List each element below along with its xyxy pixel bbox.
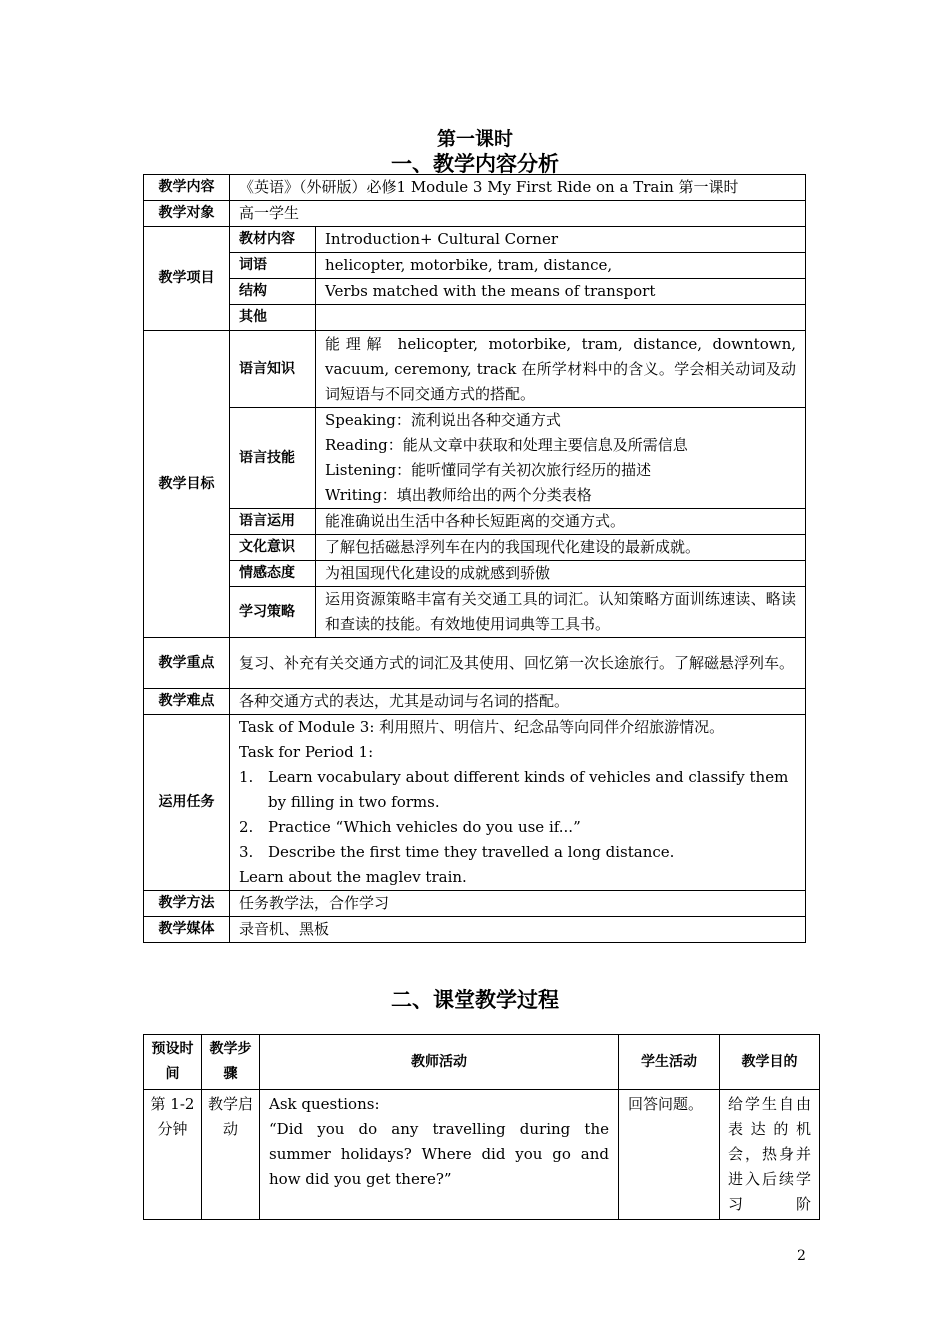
attitude-label: 情感态度 (230, 561, 316, 587)
item-label: 结构 (230, 279, 316, 305)
list-text: Practice “Which vehicles do you use if...” (268, 818, 581, 836)
goals-label: 教学目标 (144, 331, 230, 638)
use-label: 语言运用 (230, 509, 316, 535)
audience-label: 教学对象 (144, 201, 230, 227)
strategy-value: 运用资源策略丰富有关交通工具的词汇。认知策略方面训练速读、略读和查读的技能。有效地使用词典等工具书。 (316, 587, 806, 638)
purpose-cell (720, 1090, 820, 1220)
item-value (316, 305, 806, 331)
items-label: 教学项目 (144, 227, 230, 331)
attitude-value: 为祖国现代化建设的成就感到骄傲 (316, 561, 806, 587)
student-cell: 回答问题。 (619, 1090, 720, 1220)
skill-line: Writing：填出教师给出的两个分类表格 (325, 486, 592, 504)
table-row (144, 917, 806, 943)
tasks-label: 运用任务 (144, 715, 230, 891)
table-row (144, 891, 806, 917)
purpose-text: 给学生自由表达的机会，热身并进入后续学习阶 (728, 1095, 811, 1213)
skills-label: 语言技能 (230, 408, 316, 509)
teaching-process-table (143, 1034, 820, 1220)
table-row (144, 561, 806, 587)
content-value: 《英语》（外研版）必修1 Module 3 My First Ride on a Train 第一课时 (230, 175, 806, 201)
difficulty-label: 教学难点 (144, 689, 230, 715)
list-text: Describe the first time they travelled a long distance. (268, 843, 675, 861)
item-label: 词语 (230, 253, 316, 279)
time-cell: 第 1-2分钟 (144, 1090, 202, 1220)
header-time: 预设时间 (144, 1035, 202, 1090)
table-row (144, 689, 806, 715)
closing-task: Learn about the maglev train. (239, 868, 467, 886)
table-row (144, 509, 806, 535)
table-row (144, 408, 806, 509)
media-value: 录音机、黑板 (230, 917, 806, 943)
period-task: Task for Period 1: (239, 743, 374, 761)
header-step: 教学步骤 (202, 1035, 260, 1090)
knowledge-label: 语言知识 (230, 331, 316, 408)
step-cell: 教学启动 (202, 1090, 260, 1220)
list-item (239, 815, 796, 840)
page-number: 2 (797, 1248, 806, 1264)
list-number: 2. (239, 818, 254, 836)
teacher-cell (260, 1090, 619, 1220)
item-value: Verbs matched with the means of transport (316, 279, 806, 305)
item-value: Introduction+ Cultural Corner (316, 227, 806, 253)
table-row (144, 227, 806, 253)
section-1-title: 一、教学内容分析 (391, 152, 559, 176)
table-row (144, 305, 806, 331)
list-number: 1. (239, 768, 254, 786)
culture-value: 了解包括磁悬浮列车在内的我国现代化建设的最新成就。 (316, 535, 806, 561)
tasks-value (230, 715, 806, 891)
table-row (144, 535, 806, 561)
list-text: Learn vocabulary about different kinds of vehicles and classify them by filling in two forms. (268, 768, 789, 811)
item-label: 其他 (230, 305, 316, 331)
header-student: 学生活动 (619, 1035, 720, 1090)
table-row (144, 715, 806, 891)
table-row (144, 587, 806, 638)
skill-line: Speaking：流利说出各种交通方式 (325, 411, 561, 429)
teacher-line: Ask questions: (269, 1095, 380, 1113)
table-header-row (144, 1035, 820, 1090)
item-label: 教材内容 (230, 227, 316, 253)
lesson-title: 第一课时 (436, 128, 513, 150)
focus-label: 教学重点 (144, 638, 230, 689)
list-item (239, 765, 796, 815)
table-row (144, 279, 806, 305)
media-label: 教学媒体 (144, 917, 230, 943)
content-label: 教学内容 (144, 175, 230, 201)
list-item (239, 840, 796, 865)
table-row (144, 638, 806, 689)
header-teacher: 教师活动 (260, 1035, 619, 1090)
skill-line: Listening：能听懂同学有关初次旅行经历的描述 (325, 461, 652, 479)
strategy-label: 学习策略 (230, 587, 316, 638)
method-value: 任务教学法，合作学习 (230, 891, 806, 917)
list-number: 3. (239, 843, 254, 861)
knowledge-value: 能理解 helicopter, motorbike, tram, distance, downtown, vacuum, ceremony, track 在所学材料中的含义。学会相关动词及动词短语与不同交通方式的搭配。 (316, 331, 806, 408)
table-row (144, 253, 806, 279)
table-row (144, 331, 806, 408)
use-value: 能准确说出生活中各种长短距离的交通方式。 (316, 509, 806, 535)
section-2-title: 二、课堂教学过程 (391, 988, 559, 1012)
module-task: Task of Module 3: 利用照片、明信片、纪念品等向同伴介绍旅游情况。 (239, 718, 725, 736)
skills-value (316, 408, 806, 509)
method-label: 教学方法 (144, 891, 230, 917)
skill-line: Reading：能从文章中获取和处理主要信息及所需信息 (325, 436, 688, 454)
header-purpose: 教学目的 (720, 1035, 820, 1090)
table-row (144, 1090, 820, 1220)
difficulty-value: 各种交通方式的表达，尤其是动词与名词的搭配。 (230, 689, 806, 715)
table-row (144, 201, 806, 227)
culture-label: 文化意识 (230, 535, 316, 561)
item-value: helicopter, motorbike, tram, distance, (316, 253, 806, 279)
focus-value: 复习、补充有关交通方式的词汇及其使用、回忆第一次长途旅行。了解磁悬浮列车。 (230, 638, 806, 689)
content-analysis-table (143, 174, 806, 943)
teacher-line: “Did you do any travelling during the summer holidays? Where did you go and how did you get there?” (269, 1120, 609, 1188)
table-row (144, 175, 806, 201)
audience-value: 高一学生 (230, 201, 806, 227)
